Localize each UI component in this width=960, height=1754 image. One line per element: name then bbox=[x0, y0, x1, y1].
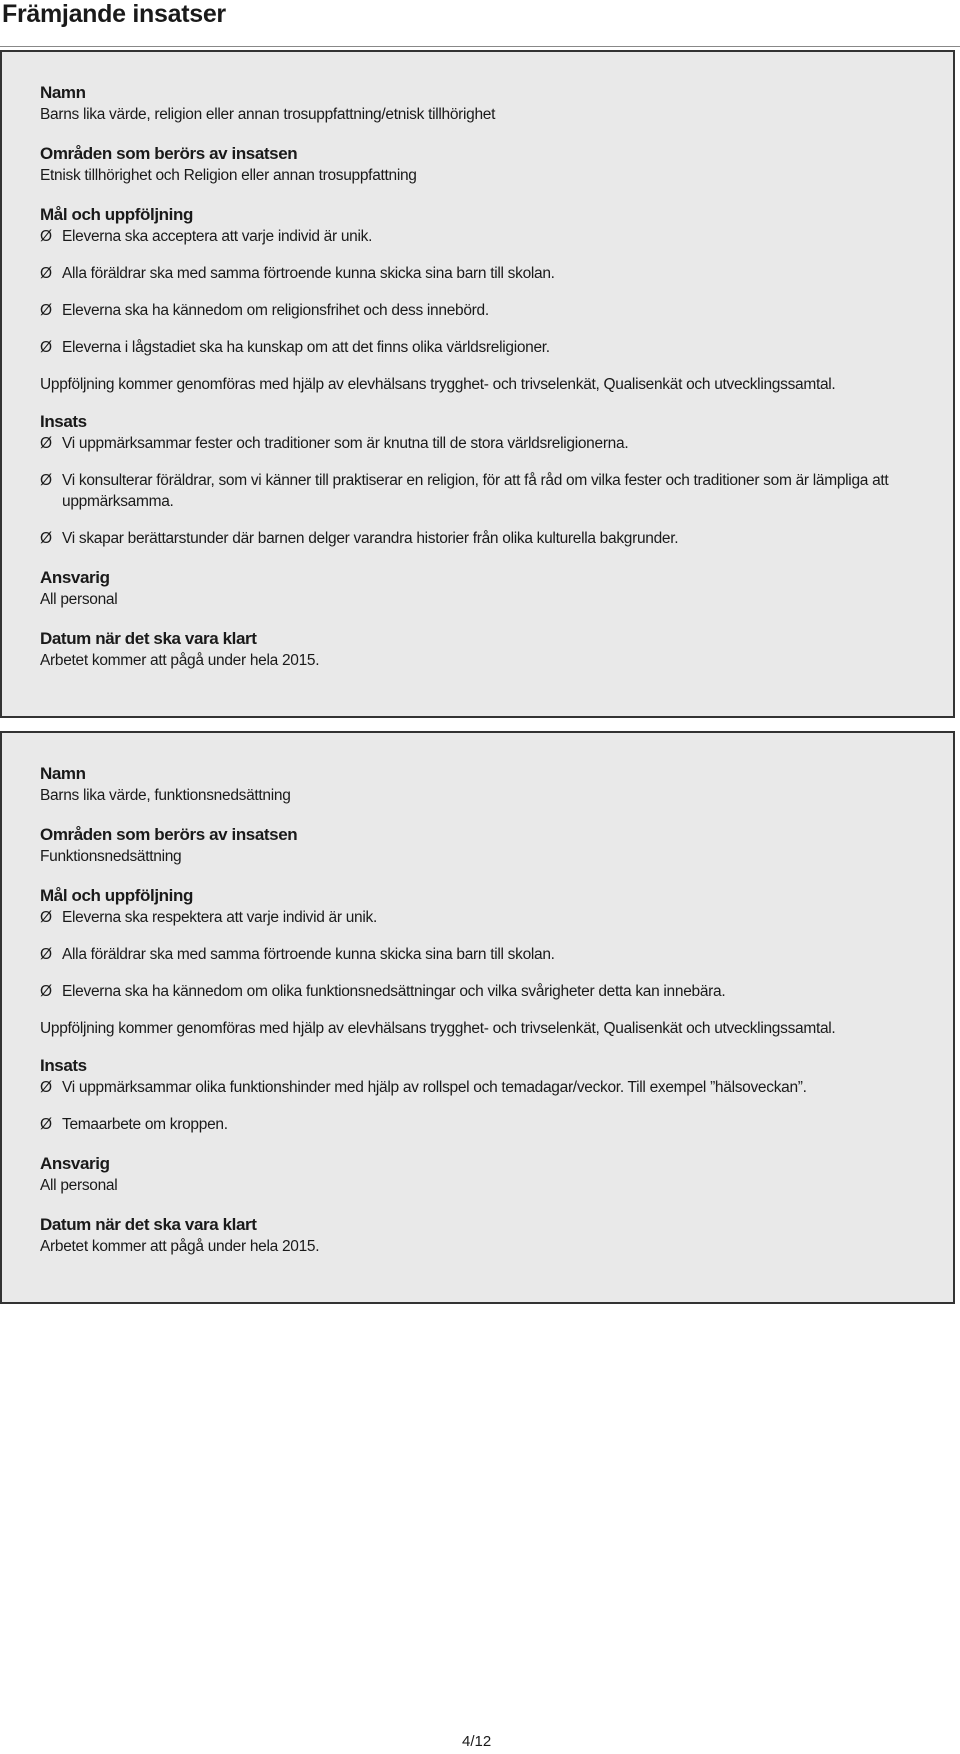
goal-item bbox=[40, 263, 915, 284]
goal-text: Eleverna ska respektera att varje individ är unik. bbox=[62, 909, 377, 926]
goal-item bbox=[40, 226, 915, 247]
areas-heading: Områden som berörs av insatsen bbox=[40, 144, 298, 163]
goal-text: Eleverna ska acceptera att varje individ är unik. bbox=[62, 228, 373, 245]
bullet-mark: Ø bbox=[40, 228, 52, 245]
bullet-mark: Ø bbox=[40, 302, 52, 319]
goals-heading: Mål och uppföljning bbox=[40, 886, 193, 905]
bullet-mark: Ø bbox=[40, 472, 52, 489]
action-text: Vi uppmärksammar fester och traditioner som är knutna till de stora världsreligionerna. bbox=[62, 435, 629, 452]
bullet-mark: Ø bbox=[40, 339, 52, 356]
name-heading: Namn bbox=[40, 83, 86, 102]
goals-heading: Mål och uppföljning bbox=[40, 205, 193, 224]
title-divider bbox=[0, 46, 960, 47]
responsible-heading: Ansvarig bbox=[40, 1154, 110, 1173]
goal-item bbox=[40, 944, 915, 965]
goal-text: Eleverna ska ha kännedom om religionsfrihet och dess innebörd. bbox=[62, 302, 489, 319]
goal-text: Eleverna i lågstadiet ska ha kunskap om att det finns olika världsreligioner. bbox=[62, 339, 550, 356]
goal-item bbox=[40, 300, 915, 321]
goal-text: Alla föräldrar ska med samma förtroende kunna skicka sina barn till skolan. bbox=[62, 946, 555, 963]
bullet-mark: Ø bbox=[40, 1116, 52, 1133]
name-value: Barns lika värde, religion eller annan trosuppfattning/etnisk tillhörighet bbox=[40, 106, 496, 123]
action-text: Vi skapar berättarstunder där barnen delger varandra historier från olika kulturella bakgrunder. bbox=[62, 530, 679, 547]
bullet-mark: Ø bbox=[40, 1079, 52, 1096]
action-card-disability bbox=[0, 731, 955, 1304]
bullet-mark: Ø bbox=[40, 909, 52, 926]
name-value: Barns lika värde, funktionsnedsättning bbox=[40, 787, 291, 804]
goal-item bbox=[40, 337, 915, 358]
responsible-heading: Ansvarig bbox=[40, 568, 110, 587]
name-heading: Namn bbox=[40, 764, 86, 783]
areas-heading: Områden som berörs av insatsen bbox=[40, 825, 298, 844]
goal-text: Eleverna ska ha kännedom om olika funktionsnedsättningar och vilka svårigheter detta kan innebära. bbox=[62, 983, 726, 1000]
areas-value: Funktionsnedsättning bbox=[40, 848, 182, 865]
date-value: Arbetet kommer att pågå under hela 2015. bbox=[40, 652, 320, 669]
actions-heading: Insats bbox=[40, 412, 87, 431]
bullet-mark: Ø bbox=[40, 983, 52, 1000]
goal-item bbox=[40, 981, 915, 1002]
action-card-religion bbox=[0, 50, 955, 718]
action-item bbox=[40, 1114, 915, 1135]
bullet-mark: Ø bbox=[40, 946, 52, 963]
page-title: Främjande insatser bbox=[2, 0, 226, 28]
action-text: Vi uppmärksammar olika funktionshinder med hjälp av rollspel och temadagar/veckor. Till exempel ”hälsoveckan”. bbox=[62, 1079, 807, 1096]
action-item bbox=[40, 433, 915, 454]
action-text: Temaarbete om kroppen. bbox=[62, 1116, 228, 1133]
followup-text: Uppföljning kommer genomföras med hjälp av elevhälsans trygghet- och trivselenkät, Qualisenkät och utvecklingssamtal. bbox=[40, 376, 836, 393]
action-text: Vi konsulterar föräldrar, som vi känner till praktiserar en religion, för att få råd om vilka fester och traditioner som är lämpliga att uppmärksamma. bbox=[62, 472, 889, 510]
bullet-mark: Ø bbox=[40, 530, 52, 547]
date-value: Arbetet kommer att pågå under hela 2015. bbox=[40, 1238, 320, 1255]
goal-text: Alla föräldrar ska med samma förtroende kunna skicka sina barn till skolan. bbox=[62, 265, 555, 282]
bullet-mark: Ø bbox=[40, 435, 52, 452]
responsible-value: All personal bbox=[40, 1177, 118, 1194]
action-item bbox=[40, 1077, 915, 1098]
page-number: 4/12 bbox=[462, 1733, 492, 1750]
responsible-value: All personal bbox=[40, 591, 118, 608]
goal-item bbox=[40, 907, 915, 928]
action-item bbox=[40, 528, 915, 549]
date-heading: Datum när det ska vara klart bbox=[40, 629, 257, 648]
action-item bbox=[40, 470, 915, 512]
bullet-mark: Ø bbox=[40, 265, 52, 282]
date-heading: Datum när det ska vara klart bbox=[40, 1215, 257, 1234]
followup-text: Uppföljning kommer genomföras med hjälp av elevhälsans trygghet- och trivselenkät, Qualisenkät och utvecklingssamtal. bbox=[40, 1020, 836, 1037]
actions-heading: Insats bbox=[40, 1056, 87, 1075]
areas-value: Etnisk tillhörighet och Religion eller annan trosuppfattning bbox=[40, 167, 417, 184]
